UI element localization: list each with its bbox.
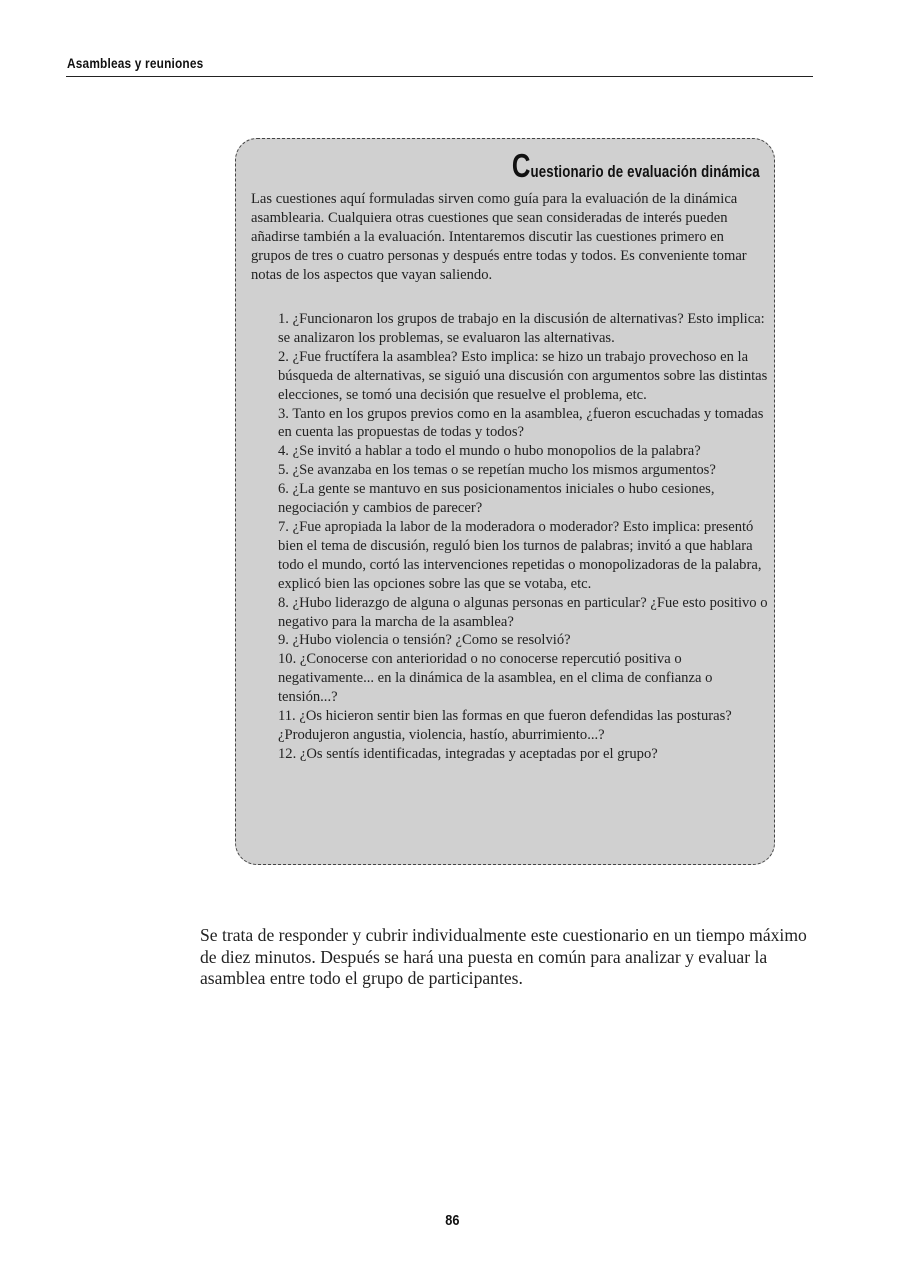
running-header (66, 56, 813, 77)
question-item: 1. ¿Funcionaron los grupos de trabajo en la discusión de alternativas? Esto implica: se analizaron los problemas, se evaluaron las alternativas. (278, 311, 765, 346)
page-number-text: 86 (445, 1212, 460, 1229)
question-item: 4. ¿Se invitó a hablar a todo el mundo o hubo monopolios de la palabra? (278, 443, 701, 460)
question-item: 7. ¿Fue apropiada la labor de la moderadora o moderador? Esto implica: presentó bien el tema de discusión, reguló bien los turnos de palabras; invitó a que hablara todo el mundo, cortó las intervenciones repetidas o monopolizadoras de la palabra, explicó bien las opciones sobre las que se votaba, etc. (278, 518, 762, 592)
body-paragraph: Se trata de responder y cubrir individualmente este cuestionario en un tiempo máximo de diez minutos. Después se hará una puesta en común para analizar y evaluar la asamblea entre todo el grupo de participantes. (200, 925, 807, 988)
question-item: 2. ¿Fue fructífera la asamblea? Esto implica: se hizo un trabajo provechoso en la búsqueda de alternativas, se siguió una discusión con argumentos sobre las distintas elecciones, se tomó una decisión que resuelve el problema, etc. (278, 348, 768, 403)
title-drop-cap: C (512, 147, 531, 184)
question-item: 5. ¿Se avanzaba en los temas o se repetían mucho los mismos argumentos? (278, 462, 716, 479)
title-rest: uestionario de evaluación dinámica (530, 162, 760, 181)
question-item: 9. ¿Hubo violencia o tensión? ¿Como se resolvió? (278, 632, 571, 649)
question-item: 6. ¿La gente se mantuvo en sus posicionamentos iniciales o hubo cesiones, negociación y cambios de parecer? (278, 481, 715, 517)
questionnaire-title (512, 147, 760, 184)
question-item: 10. ¿Conocerse con anterioridad o no conocerse repercutió positiva o negativamente... en la dinámica de la asamblea, en el clima de confianza o tensión...? (278, 651, 713, 706)
questionnaire-intro: Las cuestiones aquí formuladas sirven como guía para la evaluación de la dinámica asamblearia. Cualquiera otras cuestiones que sean consideradas de interés pueden añadirse también a la evaluación. Intentaremos discutir las cuestiones primero en grupos de tres o cuatro personas y después entre todas y todos. Es conveniente tomar notas de los aspectos que vayan saliendo. (251, 191, 747, 283)
question-item: 8. ¿Hubo liderazgo de alguna o algunas personas en particular? ¿Fue esto positivo o negativo para la marcha de la asamblea? (278, 594, 768, 630)
questions-list (278, 310, 768, 764)
page-number (0, 1212, 905, 1229)
question-item: 12. ¿Os sentís identificadas, integradas y aceptadas por el grupo? (278, 745, 658, 762)
running-header-title: Asambleas y reuniones (67, 56, 204, 71)
questionnaire-box (235, 138, 775, 865)
question-item: 3. Tanto en los grupos previos como en la asamblea, ¿fueron escuchadas y tomadas en cuenta las propuestas de todas y todos? (278, 405, 764, 441)
question-item: 11. ¿Os hicieron sentir bien las formas en que fueron defendidas las posturas?¿Produjeron angustia, violencia, hastío, aburrimiento...? (278, 708, 732, 743)
